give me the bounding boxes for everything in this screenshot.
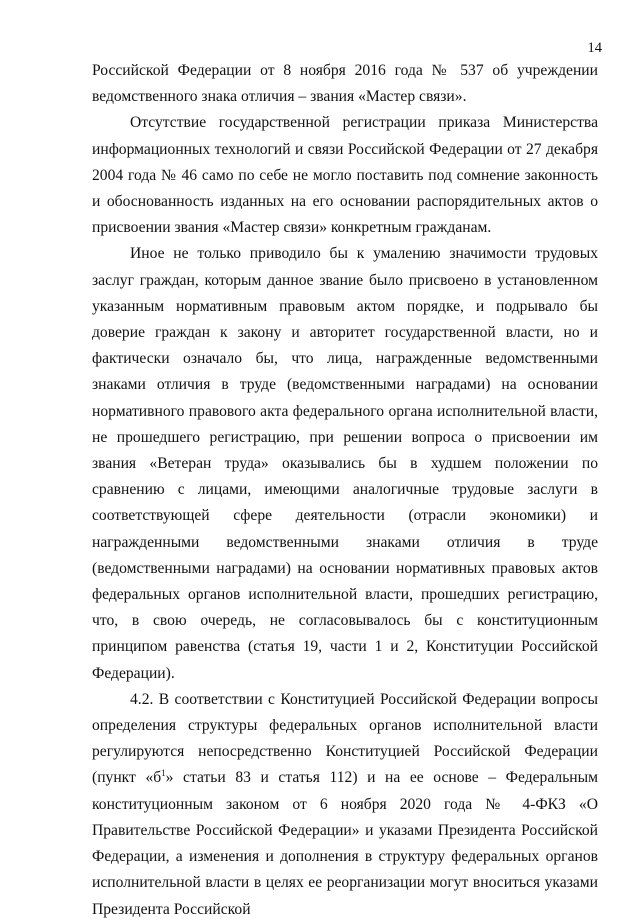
superscript-index: 1 — [161, 768, 166, 779]
document-body — [92, 58, 598, 923]
paragraph-4-part-2: » статьи 83 и статья 112) и на ее основе – Федеральным конституционным законом от 6 ноября 2020 года № 4-ФКЗ «О Правительстве Российской Федерации» и указами Президента Российской Федерации, а изменения и дополнения в структуру федеральных органов исполнительной власти в целях ее реорганизации могут вноситься указами Президента Российской — [92, 769, 598, 918]
paragraph-4-part-1: 4.2. В соответствии с Конституцией Российской Федерации вопросы определения структуры федеральных органов исполнительной власти регулируются непосредственно Конституцией Российской Федерации (пункт «б — [92, 690, 598, 787]
paragraph-2: Отсутствие государственной регистрации приказа Министерства информационных технологий и связи Российской Федерации от 27 декабря 2004 года № 46 само по себе не могло поставить под сомнение законность и обоснованность изданных на его основании распорядительных актов о присвоении звания «Мастер связи» конкретным гражданам. — [92, 114, 598, 237]
paragraph-4 — [92, 687, 598, 923]
paragraph-3: Иное не только приводило бы к умалению значимости трудовых заслуг граждан, которым данное звание было присвоено в установленном указанным нормативным правовым актом порядке, и подрывало бы доверие граждан к закону и авторитет государственной власти, но и фактически означало бы, что лица, награжденные ведомственными знаками отличия в труде (ведомственными наградами) на основании нормативного правового акта федерального органа исполнительной власти, не прошедшего регистрацию, при решении вопроса о присвоении им звания «Ветеран труда» оказывались бы в худшем положении по сравнению с лицами, имеющими аналогичные трудовые заслуги в соответствующей сфере деятельности (отрасли экономики) и награжденными ведомственными знаками отличия в труде (ведомственными наградами) на основании нормативных правовых актов федеральных органов исполнительной власти, прошедших регистрацию, что, в свою очередь, не согласовывалось бы с конституционным принципом равенства (статья 19, части 1 и 2, Конституции Российской Федерации). — [92, 245, 598, 682]
page-number: 14 — [587, 40, 602, 56]
paragraph-1: Российской Федерации от 8 ноября 2016 года № 537 об учреждении ведомственного знака отличия – звания «Мастер связи». — [92, 62, 598, 106]
